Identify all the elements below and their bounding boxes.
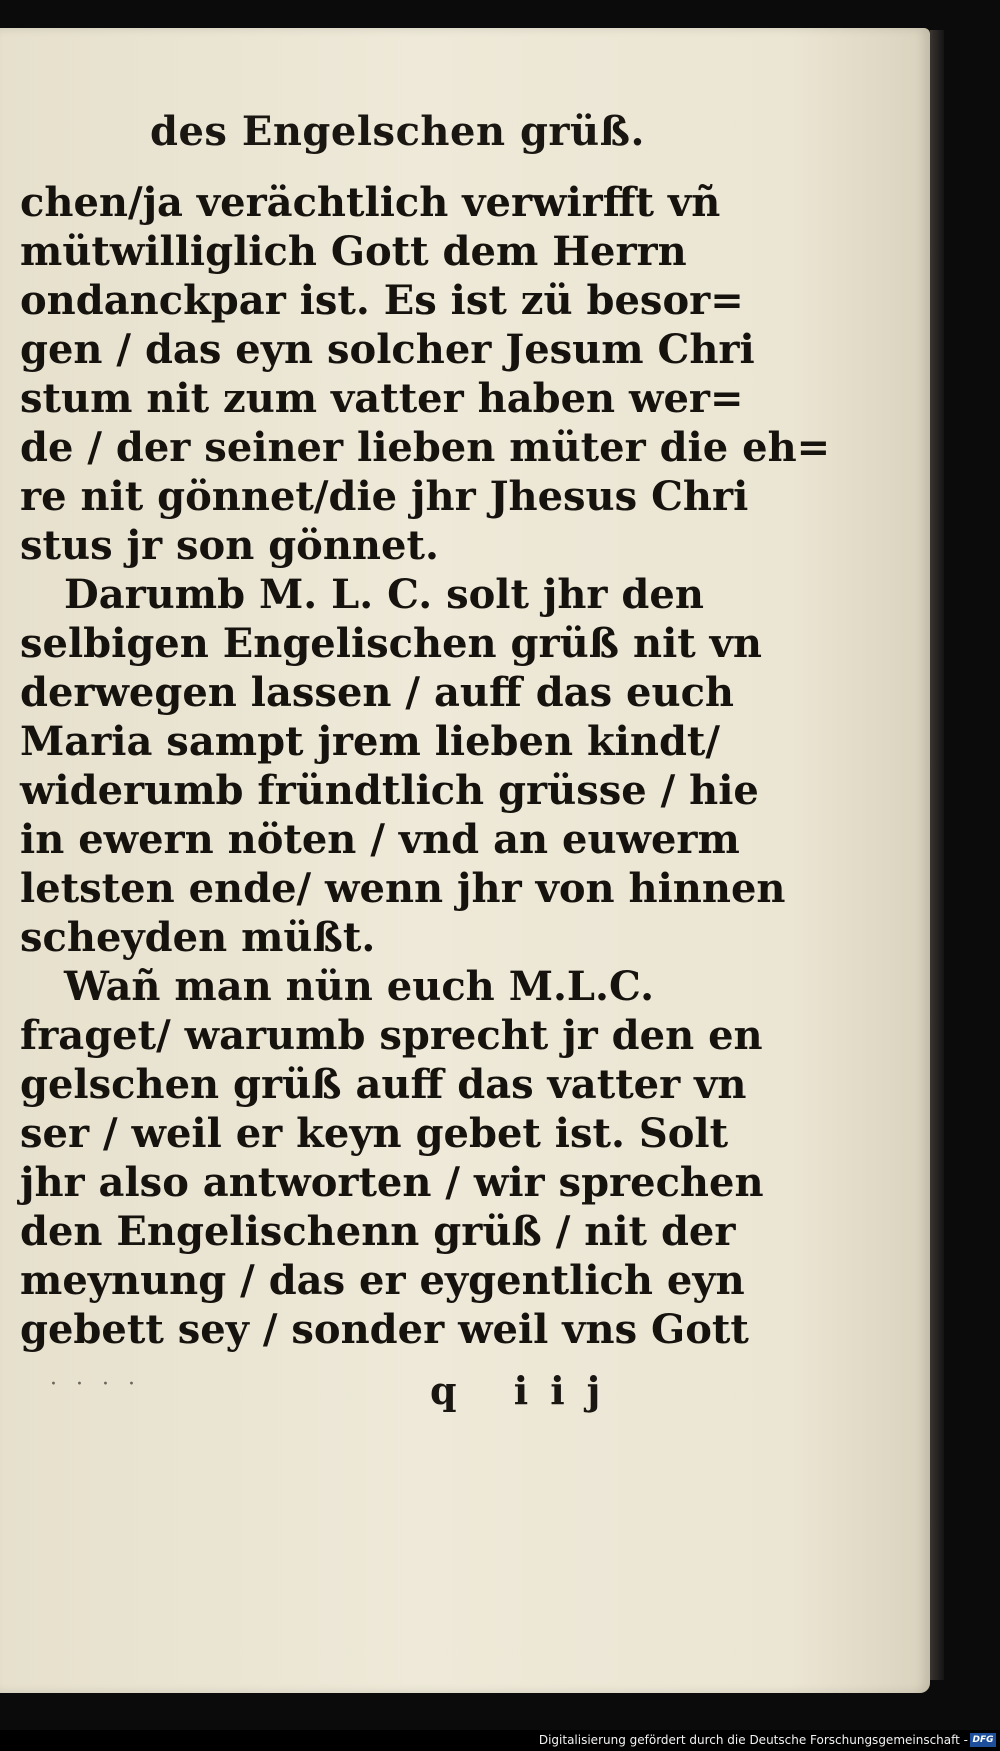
- text-line: de / der seiner lieben müter die eh=: [20, 424, 831, 471]
- text-line: stus jr son gönnet.: [20, 522, 439, 569]
- text-line: ondanckpar ist. Es ist zü besor=: [20, 277, 744, 324]
- text-line: gen / das eyn solcher Jesum Chri: [20, 326, 755, 373]
- text-line: gebett sey / sonder weil vns Gott: [20, 1306, 749, 1353]
- signature-mark: q iij: [430, 1368, 623, 1413]
- text-line: mütwilliglich Gott dem Herrn: [20, 228, 687, 275]
- text-line: derwegen lassen / auff das euch: [20, 669, 735, 716]
- text-line: selbigen Engelischen grüß nit vn: [20, 620, 762, 667]
- text-line: stum nit zum vatter haben wer=: [20, 375, 744, 422]
- running-head: des Engelschen grüß.: [150, 108, 645, 155]
- text-line: chen/ja verächtlich verwirfft vñ: [20, 179, 721, 226]
- paragraph-start-line: Wañ man nün euch M.L.C.: [64, 963, 654, 1010]
- text-block: [20, 178, 831, 1354]
- text-line: Maria sampt jrem lieben kindt/: [20, 718, 720, 765]
- text-line: re nit gönnet/die jhr Jhesus Chri: [20, 473, 749, 520]
- funding-credit: Digitalisierung gefördert durch die Deutsche Forschungsgemeinschaft -: [538, 1733, 968, 1747]
- page-edge-shadow: [930, 30, 944, 1680]
- text-line: meynung / das er eygentlich eyn: [20, 1257, 745, 1304]
- text-line: widerumb fründtlich grüsse / hie: [20, 767, 759, 814]
- dfg-logo: DFG: [970, 1733, 996, 1747]
- text-line: den Engelischenn grüß / nit der: [20, 1208, 736, 1255]
- paragraph-start-line: Darumb M. L. C. solt jhr den: [64, 571, 704, 618]
- text-line: letsten ende/ wenn jhr von hinnen: [20, 865, 786, 912]
- text-line: ser / weil er keyn gebet ist. Solt: [20, 1110, 729, 1157]
- text-line: jhr also antworten / wir sprechen: [20, 1159, 764, 1206]
- text-line: scheyden müßt.: [20, 914, 376, 961]
- ink-specks: · · · ·: [50, 1372, 141, 1397]
- text-line: in ewern nöten / vnd an euwerm: [20, 816, 740, 863]
- text-line: fraget/ warumb sprecht jr den en: [20, 1012, 763, 1059]
- text-line: gelschen grüß auff das vatter vn: [20, 1061, 747, 1108]
